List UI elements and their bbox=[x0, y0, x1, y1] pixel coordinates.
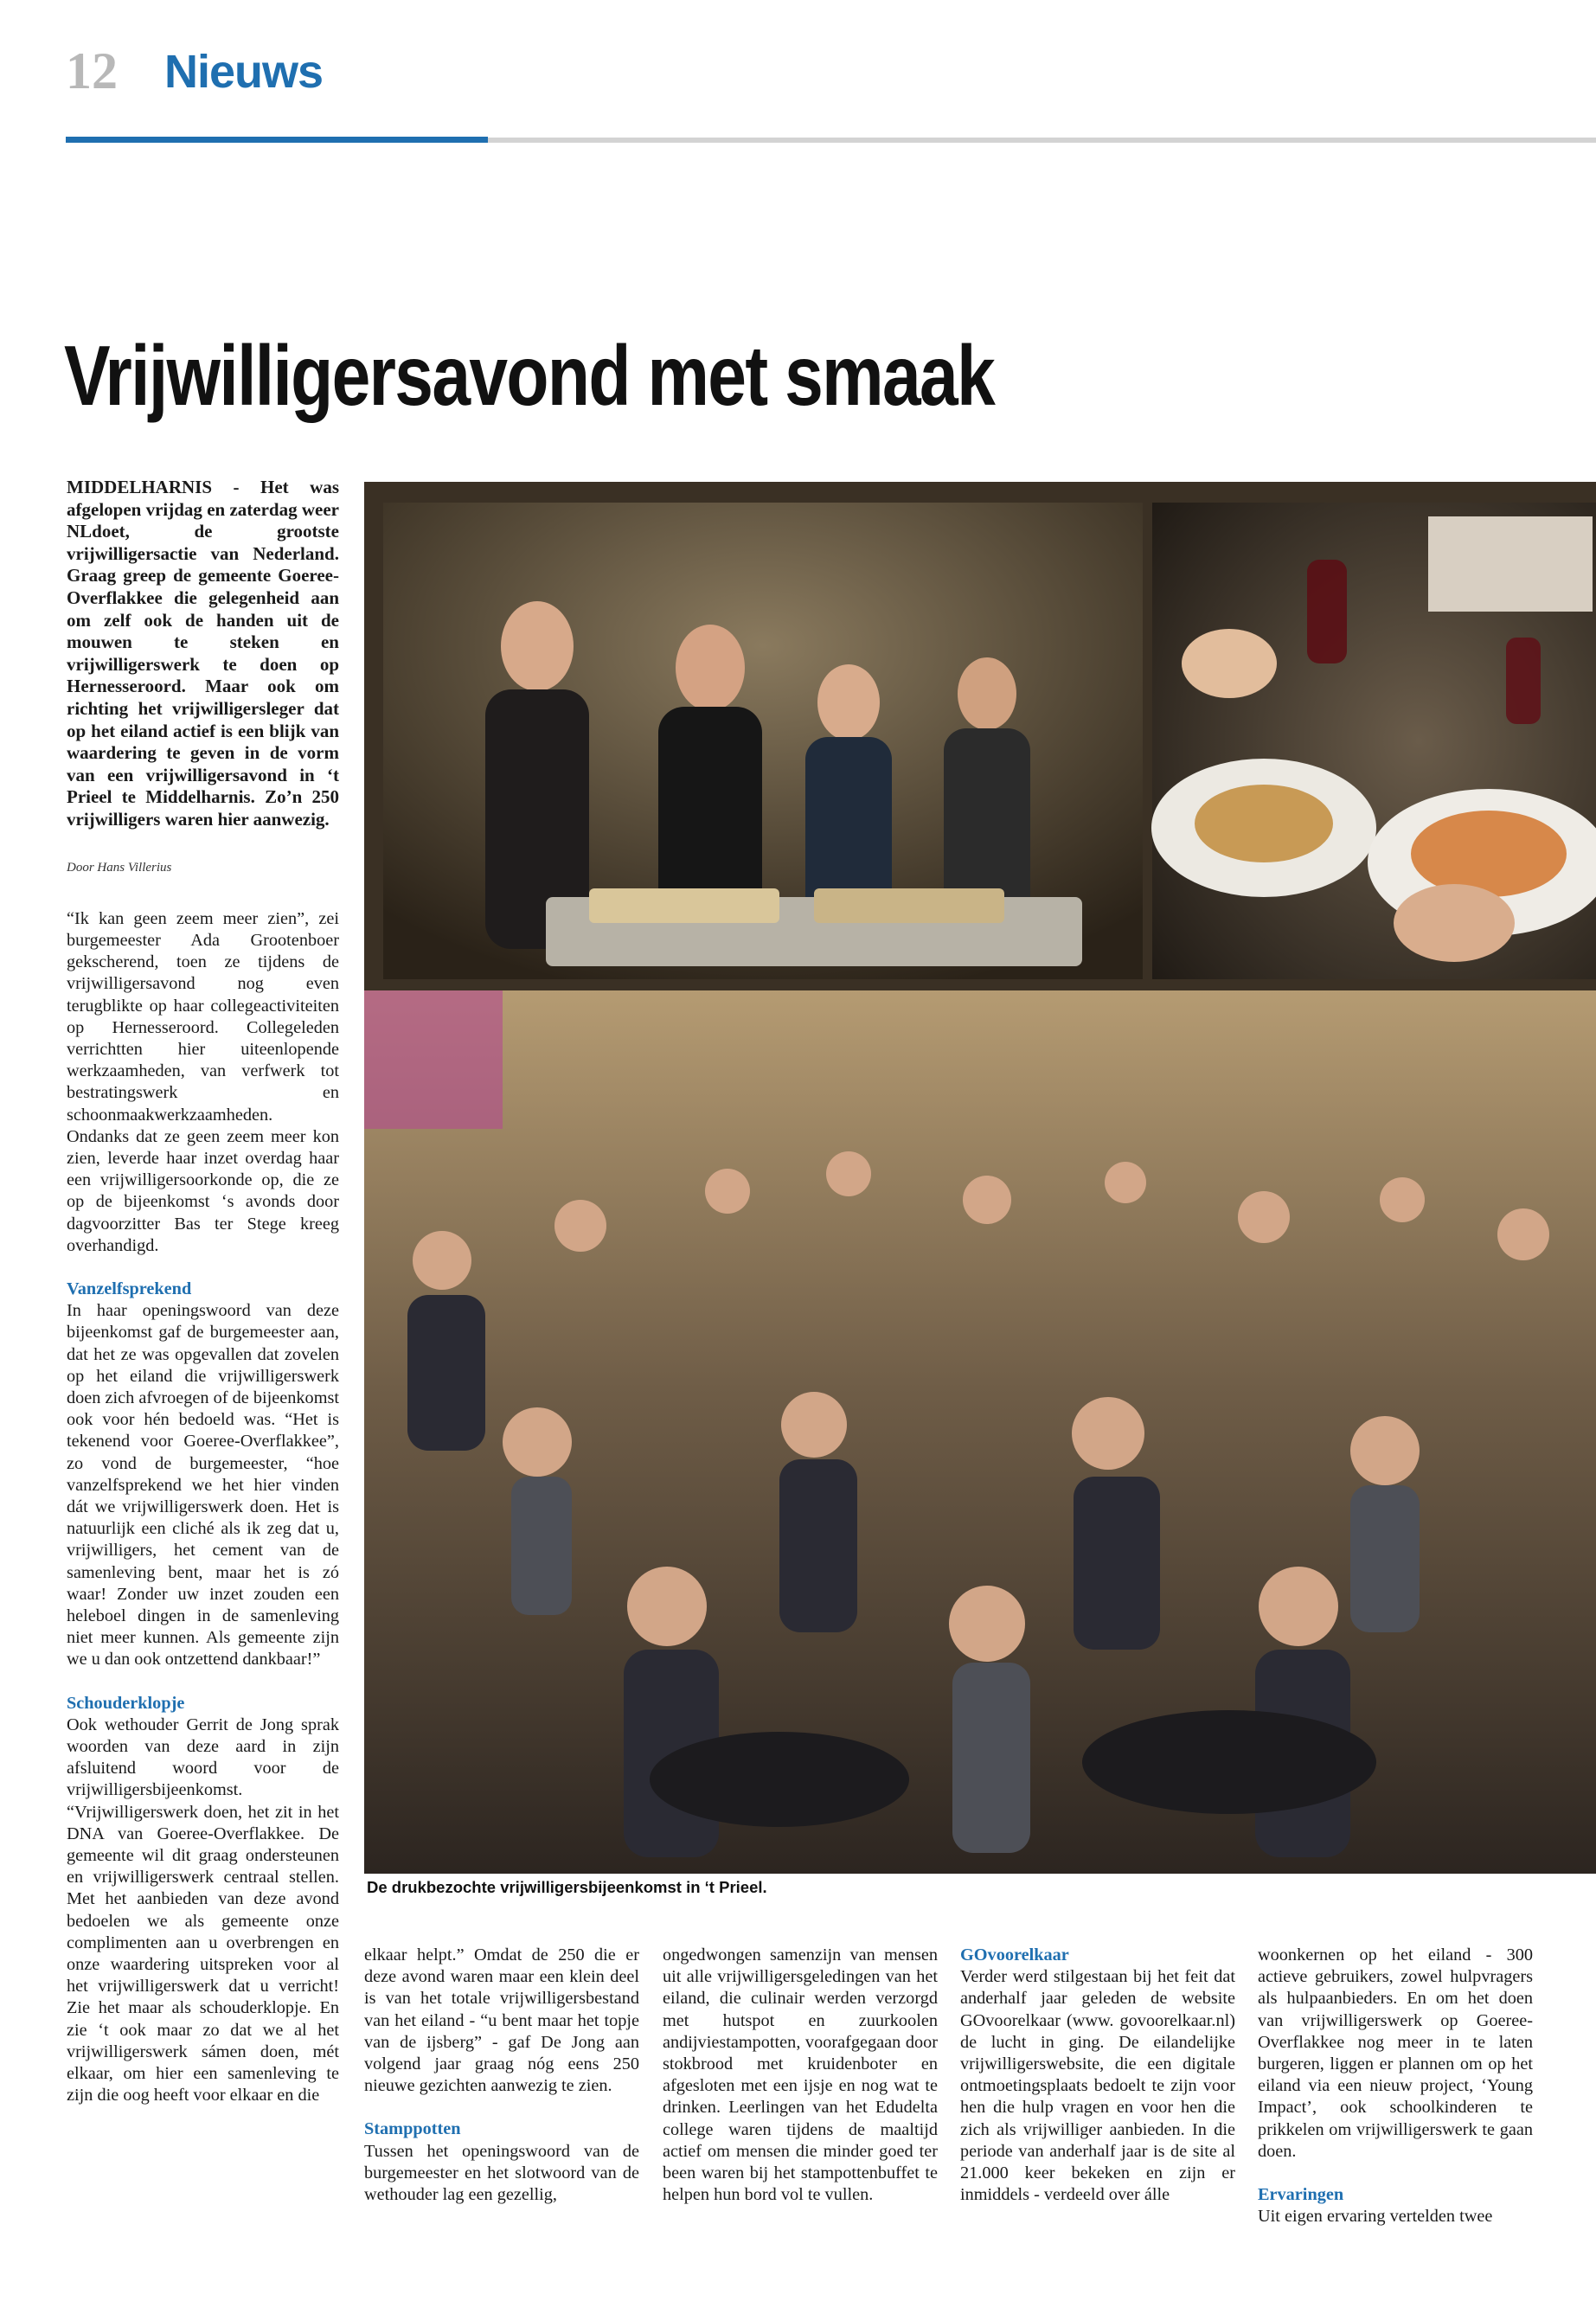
article-paragraph: In haar openingswoord van deze bijeenkomst gaf de burgemeester aan, dat het ze was opgevallen dat zovelen op het eiland die vrijwilligerswerk doen zich afvroegen of de bijeenkomst ook voor hén bedoeld was. “Het is tekenend voor Goeree-Overflakkee”, zo vond de burgemeester, “hoe vanzelfsprekend we het hier vinden dát we vrijwilligerswerk doen. Het is natuurlijk een cliché als ik zeg dat u, vrijwilligers, het cement van de samenleving bent, maar het is zó waar! Zonder uw inzet zouden een heleboel dingen in de samenleving niet meer kunnen. Als gemeente zijn we u dan ook ontzettend dankbaar!” bbox=[67, 1301, 339, 1670]
subheading: Schouderklopje bbox=[67, 1693, 185, 1713]
article-paragraph: “Ik kan geen zeem meer zien”, zei burgemeester Ada Grootenboer gekscherend, toen ze tijdens de vrijwilligersavond nog even terugblikte op haar collegeactiviteiten op Hernesseroord. Collegeleden verrichtten hier uiteenlopende werkzaamheden, van verfwerk tot bestratingswerk en schoonmaakwerkzaamheden. Ondanks dat ze geen zeem meer kon zien, leverde haar inzet overdag haar een vrijwilligersoorkonde op, die ze op de bijeenkomst ‘s avonds door dagvoorzitter Bas ter Stege kreeg overhandigd. bbox=[67, 908, 339, 1255]
photo-collage bbox=[364, 482, 1596, 1874]
article-paragraph: Ook wethouder Gerrit de Jong sprak woorden van deze aard in zijn afsluitend woord voor de vrijwilligersbijeenkomst. “Vrijwilligerswerk doen, het zit in het DNA van Goeree-Overflakkee. De gemeente wil dit graag ondersteunen en vrijwilligerswerk centraal stellen. Met het aanbieden van deze avond bedoelen we als gemeente onze complimenten aan u overbrengen en onze waardering uitspreken voor al het vrijwilligerswerk dat u verricht! Zie het maar als schouderklopje. En zie ‘t ook maar zo dat we al het vrijwilligerswerk sámen doen, mét elkaar, om hier een samenleving te zijn die oog heeft voor elkaar en die bbox=[67, 1715, 339, 2106]
article-paragraph: Tussen het openingswoord van de burgemeester en het slotwoord van de wethouder lag een gezellig, bbox=[364, 2141, 639, 2205]
subheading: Stamppotten bbox=[364, 2119, 461, 2139]
article-lead: MIDDELHARNIS - Het was afgelopen vrijdag en zaterdag weer NLdoet, de grootste vrijwilligersactie van Nederland. Graag greep de gemeente Goeree-Overflakkee die gelegenheid aan om zelf ook de handen uit de mouwen te steken en vrijwilligerswerk te doen op Hernesseroord. Maar ook om richting het vrijwilligersleger dat op het eiland actief is een blijk van waardering te geven in de vorm van een vrijwilligersavond in ‘t Prieel te Middelharnis. Zo’n 250 vrijwilligers waren hier aanwezig. bbox=[67, 477, 339, 830]
article-column-2 bbox=[364, 1945, 639, 2206]
photo-caption: De drukbezochte vrijwilligersbijeenkomst in ‘t Prieel. bbox=[367, 1878, 767, 1896]
article-paragraph: Verder werd stilgestaan bij het feit dat anderhalf jaar geleden de website GOvoorelkaar (www. govoorelkaar.nl) de lucht in ging. De eilandelijke vrijwilligerswebsite, die een digitale ontmoetingsplaats bedoelt te zijn voor hen die hulp vragen en voor hen die zich als vrijwilliger aanbieden. In die periode van anderhalf jaar is de site al 21.000 keer bekeken en zijn er inmiddels - verdeeld over álle bbox=[960, 1967, 1235, 2205]
subheading: Vanzelfsprekend bbox=[67, 1279, 192, 1298]
article-byline: Door Hans Villerius bbox=[67, 860, 172, 875]
article-headline: Vrijwilligersavond met smaak bbox=[64, 328, 995, 423]
article-column-5 bbox=[1258, 1945, 1533, 2227]
section-title: Nieuws bbox=[164, 46, 324, 98]
article-column-4 bbox=[960, 1945, 1235, 2206]
article-paragraph: woonkernen op het eiland - 300 actieve gebruikers, zowel hulpvragers als hulpaanbieders. En om het doen van vrijwilligerswerk op Goeree-Overflakkee nog meer in te laten burgeren, liggen er plannen om op het eiland via een nieuw project, ‘Young Impact’, ook schoolkinderen te prikkelen om vrijwilligerswerk te gaan doen. bbox=[1258, 1945, 1533, 2161]
article-paragraph: ongedwongen samenzijn van mensen uit alle vrijwilligersgeledingen van het eiland, die culinair werden verzorgd met hutspot en zuurkoolen andijviestampotten, voorafgegaan door stokbrood met kruidenboter en afgesloten met een ijsje en nog wat te drinken. Leerlingen van het Edudelta college waren tijdens de maaltijd actief om mensen die minder goed ter been waren bij het stampottenbuffet te helpen hun bord vol te vullen. bbox=[663, 1945, 938, 2205]
photo-dinner-plates bbox=[1151, 503, 1596, 979]
photo-crowded-hall bbox=[364, 990, 1596, 1874]
header-rule bbox=[488, 138, 1596, 143]
article-column-1 bbox=[67, 477, 339, 2106]
page-number: 12 bbox=[66, 42, 118, 99]
article-column-3 bbox=[663, 1945, 938, 2206]
article-paragraph: elkaar helpt.” Omdat de 250 die er deze avond waren maar een klein deel is van het totale vrijwilligersbestand van het eiland - “u bent maar het topje van de ijsberg” - gaf De Jong aan volgend jaar graag nóg eens 250 nieuwe gezichten aanwezig te zien. bbox=[364, 1945, 639, 2096]
photo-buffet bbox=[383, 503, 1143, 979]
subheading: Ervaringen bbox=[1258, 2185, 1344, 2205]
header-rule-accent bbox=[66, 137, 488, 143]
article-paragraph: Uit eigen ervaring vertelden twee bbox=[1258, 2207, 1493, 2227]
subheading: GOvoorelkaar bbox=[960, 1945, 1069, 1965]
